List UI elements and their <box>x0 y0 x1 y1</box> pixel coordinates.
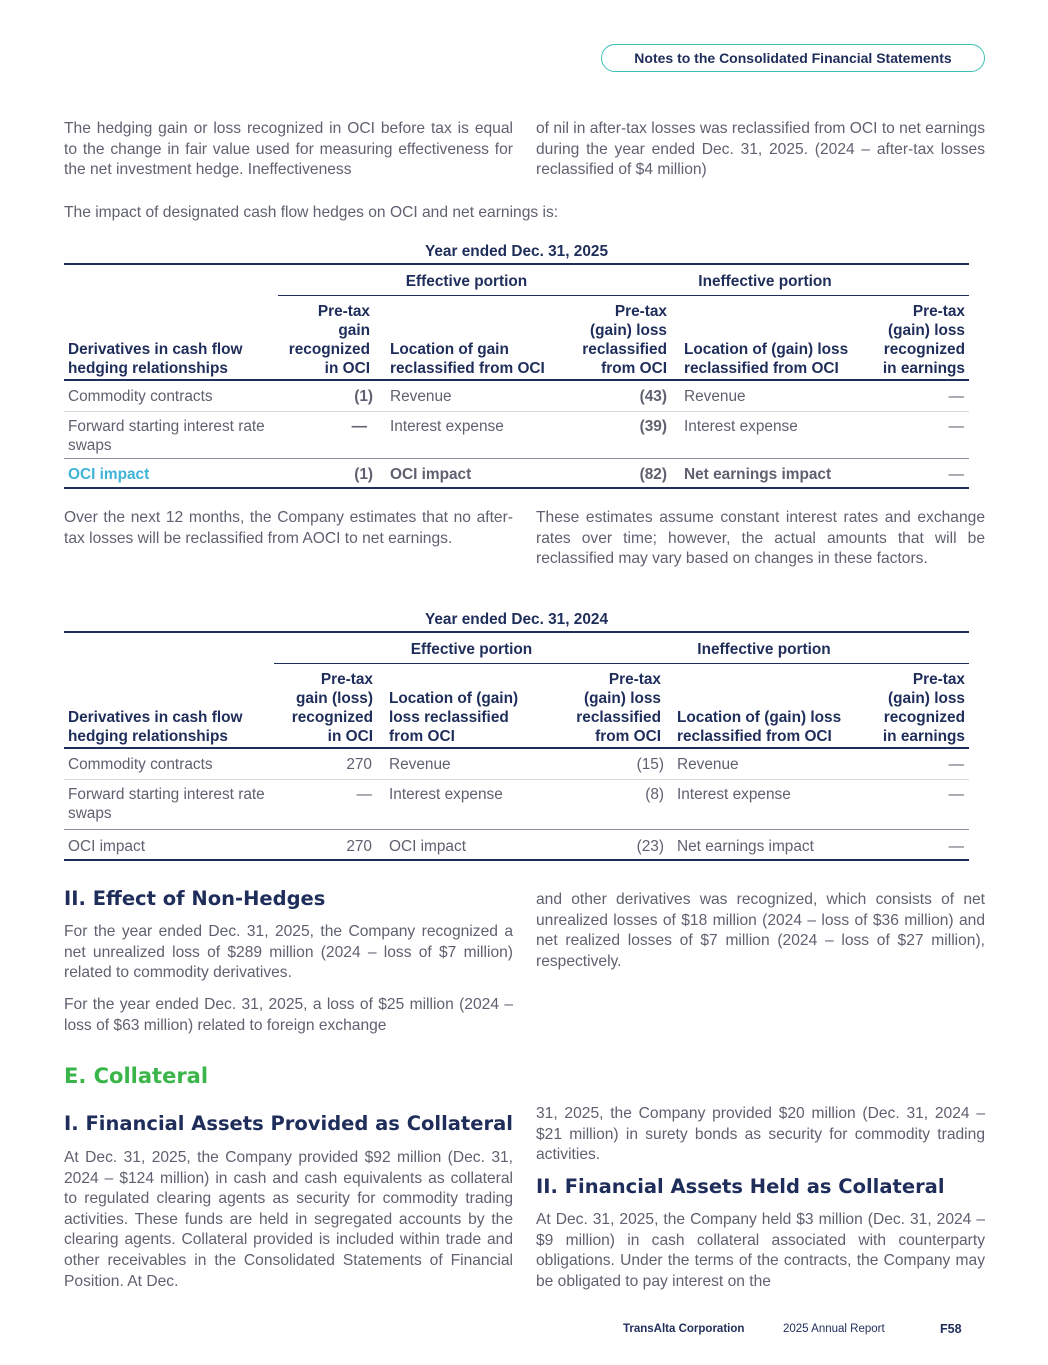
non-hedges-heading: II. Effect of Non-Hedges <box>64 887 326 910</box>
table-2024-title: Year ended Dec. 31, 2024 <box>424 611 609 628</box>
footer-report: 2025 Annual Report <box>783 1323 885 1335</box>
header-location-gain: Location of (gain) loss reclassified from OCI <box>389 690 519 745</box>
collateral-provided-heading: I. Financial Assets Provided as Collateral <box>64 1112 513 1135</box>
footer-company: TransAlta Corporation <box>623 1323 745 1335</box>
section-title-badge: Notes to the Consolidated Financial Statements <box>601 44 985 72</box>
collateral-heading: E. Collateral <box>64 1064 209 1088</box>
table-2024: Effective portion Ineffective portion Derivatives in cash flow hedging relationships Pre-tax gain (loss) recognized in OCI Location of (gain) loss reclassified from OCI Pre-tax (gain) loss reclassified from OCI Location of (gain) loss reclassified from OCI Pre-tax (gain) loss recognized in earnings Commodity contracts 270 Revenue (15) Revenue — Forward starting interest rate swaps — Interest expense (8) Interest expense — OCI impact 270 OCI impact (23) Net earnings impact — <box>64 631 969 863</box>
header-pretax-reclassified: Pre-tax (gain) loss reclassified from OCI <box>582 303 667 377</box>
mid-left-paragraph: Over the next 12 months, the Company estimates that no after-tax losses will be reclassified from AOCI to net earnings. <box>64 509 513 547</box>
table-2025-title: Year ended Dec. 31, 2025 <box>424 243 609 260</box>
header-location-gain: Location of gain reclassified from OCI <box>390 341 545 377</box>
header-location-loss: Location of (gain) loss reclassified from OCI <box>684 341 849 377</box>
collateral-provided-paragraph: At Dec. 31, 2025, the Company provided $92 million (Dec. 31, 2024 – $124 million) in cash and cash equivalents as collateral to regulated clearing agents as security for commodity trading activities. These funds are held in segregated accounts by the clearing agents. Collateral provided is included within trade and other receivables in the Consolidated Statements of Financial Position. At Dec. <box>64 1149 513 1290</box>
header-pretax-earnings: Pre-tax (gain) loss recognized in earnings <box>882 671 965 745</box>
header-derivatives: Derivatives in cash flow hedging relationships <box>68 341 243 377</box>
table-lead-paragraph: The impact of designated cash flow hedges on OCI and net earnings is: <box>64 204 559 221</box>
collateral-held-heading: II. Financial Assets Held as Collateral <box>536 1175 945 1198</box>
footer-page-number: F58 <box>940 1322 962 1336</box>
non-hedges-right-paragraph: and other derivatives was recognized, which consists of net unrealized losses of $18 million (2024 – loss of $36 million) and net realized losses of $7 million (2024 – loss of $27 million), respectively. <box>536 891 985 970</box>
ineffective-portion-label: Ineffective portion <box>697 641 831 658</box>
table-2025: Effective portion Ineffective portion Derivatives in cash flow hedging relationships Pre-tax gain recognized in OCI Location of gain reclassified from OCI Pre-tax (gain) loss reclassified from OCI Location of (gain) loss reclassified from OCI Pre-tax (gain) loss recognized in earnings Commodity contracts (1) Revenue (43) Revenue — Forward starting interest rate swaps — Interest expense (39) Interest expense — OCI impact (1) OCI impact (82) Net earnings impact — <box>64 263 969 491</box>
header-location-loss: Location of (gain) loss reclassified from OCI <box>677 709 842 745</box>
collateral-held-paragraph: At Dec. 31, 2025, the Company held $3 million (Dec. 31, 2024 – $9 million) in cash collateral associated with counterparty obligations. Under the terms of the contracts, the Company may be obligated to pay interest on the <box>536 1211 985 1290</box>
intro-right-paragraph: of nil in after-tax losses was reclassified from OCI to net earnings during the year ended Dec. 31, 2025. (2024 – after-tax losses reclassified of $4 million) <box>536 120 985 179</box>
non-hedges-paragraph-2: For the year ended Dec. 31, 2025, a loss of $25 million (2024 – loss of $63 million) related to foreign exchange <box>64 996 513 1034</box>
mid-right-paragraph: These estimates assume constant interest rates and exchange rates over time; however, the actual amounts that will be reclassified may vary based on changes in these factors. <box>536 509 985 568</box>
collateral-provided-continued: 31, 2025, the Company provided $20 million (Dec. 31, 2024 – $21 million) in surety bonds as security for commodity trading activities. <box>536 1105 985 1164</box>
effective-portion-label: Effective portion <box>405 273 528 290</box>
header-pretax-gain-oci: Pre-tax gain (loss) recognized in OCI <box>291 671 373 745</box>
non-hedges-paragraph-1: For the year ended Dec. 31, 2025, the Company recognized a net unrealized loss of $289 million (2024 – loss of $7 million) related to commodity derivatives. <box>64 923 513 982</box>
intro-left-paragraph: The hedging gain or loss recognized in OCI before tax is equal to the change in fair value used for measuring effectiveness for the net investment hedge. Ineffectiveness <box>64 120 513 179</box>
header-pretax-gain-oci: Pre-tax gain recognized in OCI <box>288 303 370 377</box>
header-pretax-reclassified: Pre-tax (gain) loss reclassified from OCI <box>576 671 661 745</box>
effective-portion-label: Effective portion <box>410 641 533 658</box>
header-derivatives: Derivatives in cash flow hedging relationships <box>68 709 243 745</box>
header-pretax-earnings: Pre-tax (gain) loss recognized in earnings <box>882 303 965 377</box>
ineffective-portion-label: Ineffective portion <box>698 273 832 290</box>
